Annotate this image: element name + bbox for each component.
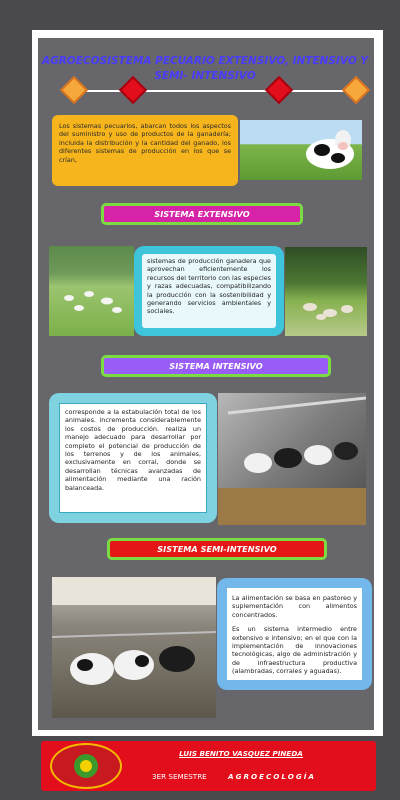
extensivo-heading: SISTEMA EXTENSIVO	[154, 209, 250, 219]
cattle-stable-photo	[218, 393, 366, 525]
milking-illustration	[52, 577, 216, 718]
sheep-illustration	[49, 246, 134, 336]
cow-photo	[240, 120, 362, 180]
poster-title: AGROECOSISTEMA PECUARIO EXTENSIVO, INTENSIVO Y SEMI- INTENSIVO	[41, 55, 369, 82]
semi-intensivo-heading: SISTEMA SEMI-INTENSIVO	[157, 544, 277, 554]
subject-label: AGROECOLOGÍA	[228, 772, 316, 781]
cow-illustration	[240, 120, 362, 180]
extensivo-box	[134, 246, 284, 336]
extensivo-text: sistemas de producción ganadera que aprovechan eficientemente los recursos del territorio con las especies y razas adecuadas, compatibilizando la producción con la sostenibilidad y generando servicios ambientales y sociales.	[142, 254, 276, 328]
semi-intensivo-text-box	[227, 588, 362, 680]
intensivo-banner	[101, 355, 331, 377]
semi-intensivo-text-2: Es un sistema intermedio entre extensivo e intensivo; en el que con la implementación de innovaciones tecnológicas, algo de administración y de infraestructura productiva (alambradas, corrales y aguadas).	[232, 625, 357, 676]
semester-label: 3ER SEMESTRE	[152, 772, 207, 781]
semi-intensivo-box	[217, 578, 372, 690]
author-name: LUIS BENITO VASQUEZ PINEDA	[179, 749, 303, 758]
sheep-forest-photo	[285, 247, 367, 336]
university-logo-icon	[50, 743, 122, 789]
extensivo-banner	[101, 203, 303, 225]
decorative-line	[75, 90, 355, 92]
sheep-pasture-photo	[49, 246, 134, 336]
intro-text: Los sistemas pecuarios, abarcan todos los aspectos del suministro y uso de productos de la ganadería; incluida la distribución y la cantidad del ganado, los diferentes sistemas de producción en los que se crían,	[59, 122, 231, 164]
intensivo-heading: SISTEMA INTENSIVO	[169, 361, 263, 371]
semi-intensivo-banner	[107, 538, 327, 560]
sheep-illustration	[285, 247, 367, 336]
intensivo-text: corresponde a la estabulación total de los animales. incrementa considerablemente los costos de producción. realiza un manejo adecuado para desarrollar por completo el potencial de producción de los terrenos y de los animales, exclusivamente en corral, donde se desarrollan técnicas avanzadas de alimentación mediante una ración balanceada.	[59, 403, 207, 513]
logo-emblem	[52, 745, 120, 787]
intro-box	[52, 115, 238, 186]
stable-illustration	[218, 393, 366, 525]
semi-intensivo-text-1: La alimentación se basa en pastoreo y suplementación con alimentos concentrados.	[232, 594, 357, 619]
intensivo-box	[49, 393, 217, 523]
milking-parlor-photo	[52, 577, 216, 718]
